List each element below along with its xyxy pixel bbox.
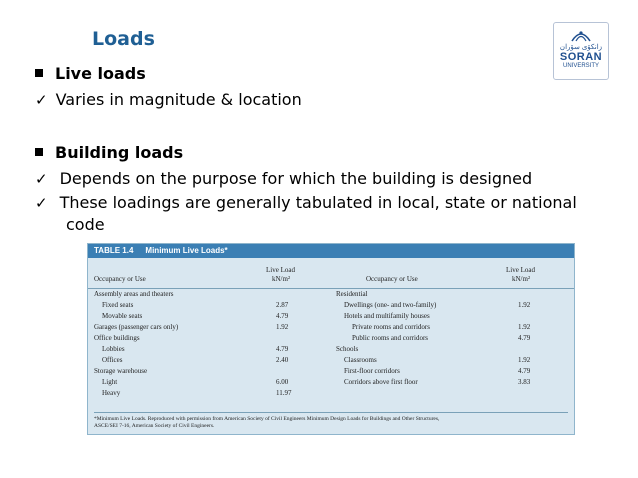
table-cell-use: Storage warehouse <box>94 367 148 375</box>
table-cell-use: Heavy <box>102 389 121 397</box>
bullet-building-loads <box>35 143 183 163</box>
table-cell-use: Corridors above first floor <box>344 378 418 386</box>
table-cell-use: Offices <box>102 356 123 364</box>
table-number: TABLE 1.4 <box>94 246 134 255</box>
table-cell-load: 6.00 <box>276 378 289 386</box>
table-cell-load: 1.92 <box>276 323 289 331</box>
table-caption-title: Minimum Live Loads* <box>145 246 228 255</box>
university-logo <box>553 22 609 80</box>
university-seal-icon <box>570 27 592 43</box>
table-cell-use: Hotels and multifamily houses <box>344 312 430 320</box>
table-cell-load: 2.40 <box>276 356 289 364</box>
footnote-line: *Minimum Live Loads. Reproduced with permission from American Society of Civil Engineers Minimum Design Loads for Buildings and Other Structures, <box>94 416 440 422</box>
table-cell-use: Fixed seats <box>102 301 134 309</box>
table-footnote <box>94 412 568 430</box>
square-bullet-icon <box>35 69 43 77</box>
header-left-load-2: kN/m² <box>272 275 291 283</box>
minimum-live-loads-table <box>87 243 575 435</box>
table-cell-use: Private rooms and corridors <box>352 323 430 331</box>
logo-subtitle: UNIVERSITY <box>562 63 599 69</box>
table-cell-use: Movable seats <box>102 312 143 320</box>
bullet-text: Building loads <box>55 143 184 162</box>
logo-name: SORAN <box>559 51 603 63</box>
checkmark-icon: ✓ <box>35 194 48 212</box>
table-cell-use: Assembly areas and theaters <box>94 290 174 298</box>
table-cell-use: Classrooms <box>344 356 377 364</box>
table-cell-use: Office buildings <box>94 334 140 342</box>
table-cell-use: First-floor corridors <box>344 367 400 375</box>
table-cell-use: Public rooms and corridors <box>352 334 429 342</box>
table-cell-use: Lobbies <box>102 345 125 353</box>
table-cell-use: Schools <box>336 345 359 353</box>
table-cell-load: 1.92 <box>518 301 531 309</box>
table-cell-load: 4.79 <box>518 334 531 342</box>
bullet-continuation: code <box>66 215 105 234</box>
bullet-live-loads <box>35 64 146 84</box>
slide-title: Loads <box>92 28 155 50</box>
header-right-use: Occupancy or Use <box>366 275 418 283</box>
checkmark-icon: ✓ <box>35 170 48 188</box>
table-cell-load: 3.83 <box>518 378 531 386</box>
bullet-text: Live loads <box>55 64 146 83</box>
header-right-load-1: Live Load <box>506 266 535 274</box>
table-caption <box>88 244 574 258</box>
table-cell-use: Garages (passenger cars only) <box>94 323 179 331</box>
table-cell-load: 4.79 <box>518 367 531 375</box>
bullet-text: Depends on the purpose for which the building is designed <box>59 169 533 188</box>
table-cell-load: 11.97 <box>276 389 292 397</box>
square-bullet-icon <box>35 148 43 156</box>
table-cell-load: 1.92 <box>518 356 531 364</box>
table-column-headers <box>88 262 574 289</box>
bullet-depends <box>35 169 532 189</box>
table-cell-load: 4.79 <box>276 312 289 320</box>
bullet-text: Varies in magnitude & location <box>55 90 302 109</box>
footnote-line: ASCE/SEI 7-16, American Society of Civil Engineers. <box>94 423 215 429</box>
header-right-load-2: kN/m² <box>512 275 531 283</box>
header-left-load-1: Live Load <box>266 266 295 274</box>
table-cell-use: Light <box>102 378 118 386</box>
table-cell-use: Dwellings (one- and two-family) <box>344 301 437 309</box>
bullet-text: These loadings are generally tabulated in local, state or national <box>59 193 577 212</box>
checkmark-icon: ✓ <box>35 91 48 109</box>
header-left-use: Occupancy or Use <box>94 275 146 283</box>
table-cell-use: Residential <box>336 290 368 298</box>
table-cell-load: 2.87 <box>276 301 289 309</box>
logo-native-text: زانكۆی سۆران <box>559 44 603 51</box>
bullet-tabulated <box>35 193 577 213</box>
table-cell-load: 1.92 <box>518 323 531 331</box>
table-cell-load: 4.79 <box>276 345 289 353</box>
bullet-varies <box>35 90 302 110</box>
